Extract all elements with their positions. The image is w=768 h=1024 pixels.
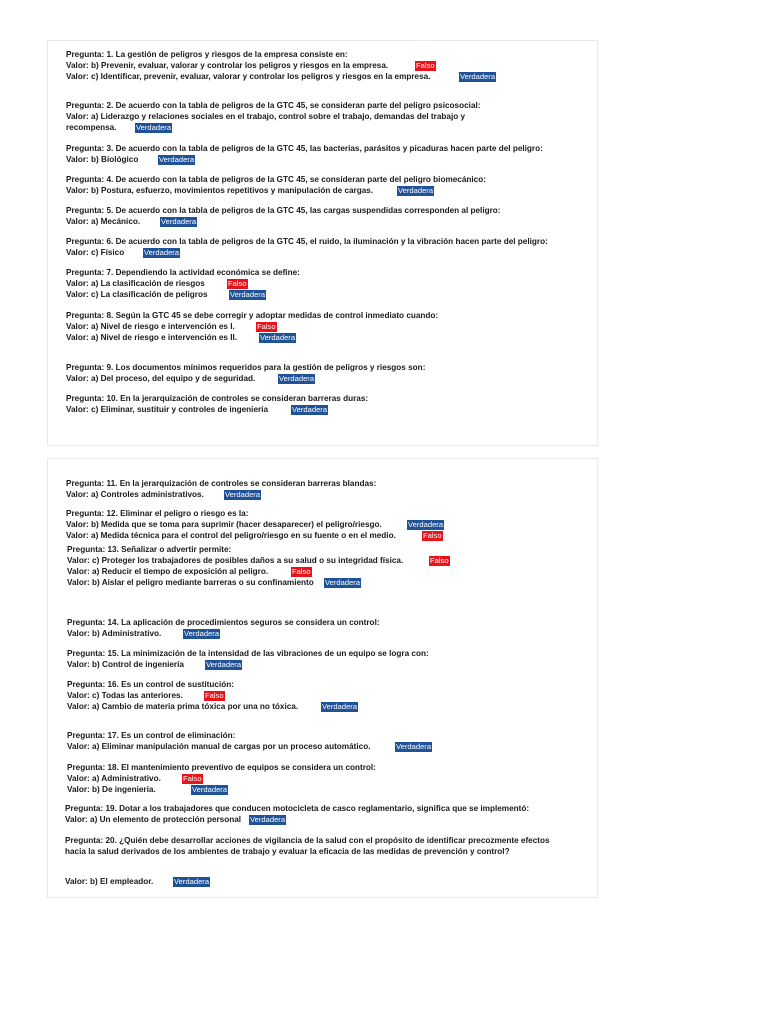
question-text: Pregunta: 15. La minimización de la intensidad de las vibraciones de un equipo se logra con: [67,649,429,658]
verdadera-badge: Verdadera [159,155,195,164]
answer-text: Valor: a) La clasificación de riesgos [66,279,205,288]
answer-text: Valor: b) Control de ingeniería [67,660,184,669]
falso-badge: Falso [423,531,442,540]
question-text: Pregunta: 10. En la jerarquización de controles se consideran barreras duras: [66,394,369,403]
verdadera-badge: Verdadera [174,877,210,886]
falso-badge: Falso [430,556,449,565]
answer-text: Valor: c) Todas las anteriores. [67,691,183,700]
verdadera-badge: Verdadera [398,186,434,195]
answer-text: Valor: a) Un elemento de protección personal [65,815,242,824]
question-text: Pregunta: 9. Los documentos mínimos requeridos para la gestión de peligros y riesgos son: [66,363,426,372]
question-text: Pregunta: 16. Es un control de sustitución: [67,680,234,689]
question-text: Pregunta: 7. Dependiendo la actividad económica se define: [66,268,300,277]
answer-text: Valor: c) Físico [66,248,125,257]
answer-text: Valor: b) Administrativo. [67,629,162,638]
answer-text: Valor: c) Proteger los trabajadores de posibles daños a su salud o su integridad física. [67,556,404,565]
verdadera-badge: Verdadera [325,578,361,587]
answer-text: Valor: c) Eliminar, sustituir y controles de ingeniería [66,405,269,414]
falso-badge: Falso [292,567,311,576]
answer-text: Valor: c) La clasificación de peligros [66,290,208,299]
verdadera-badge: Verdadera [225,490,261,499]
answer-text: Valor: a) Eliminar manipulación manual de cargas por un proceso automático. [67,742,371,751]
question-text: Pregunta: 13. Señalizar o advertir permite: [67,545,232,554]
question-text: Pregunta: 8. Según la GTC 45 se debe corregir y adoptar medidas de control inmediato cuando: [66,311,439,320]
question-text: Pregunta: 3. De acuerdo con la tabla de peligros de la GTC 45, las bacterias, parásitos y picaduras hacen parte del peligro: [66,144,543,153]
verdadera-badge: Verdadera [292,405,328,414]
answer-text: Valor: b) El empleador. [65,877,154,886]
answer-text: Valor: b) Medida que se toma para suprimir (hacer desaparecer) el peligro/riesgo. [66,520,382,529]
verdadera-badge: Verdadera [184,629,220,638]
verdadera-badge: Verdadera [192,785,228,794]
answer-text: Valor: a) Cambio de materia prima tóxica por una no tóxica. [67,702,299,711]
answer-text: Valor: b) Biológico [66,155,139,164]
answer-text: Valor: a) Liderazgo y relaciones sociales en el trabajo, control sobre el trabajo, demandas del trabajo y [66,112,466,121]
verdadera-badge: Verdadera [396,742,432,751]
answer-text: Valor: a) Nivel de riesgo e intervención es I. [66,322,235,331]
question-text: Pregunta: 19. Dotar a los trabajadores que conducen motocicleta de casco reglamentario, significa que se implementó: [65,804,530,813]
answer-text: Valor: b) De ingeniería. [67,785,156,794]
falso-badge: Falso [416,61,435,70]
verdadera-badge: Verdadera [136,123,172,132]
verdadera-badge: Verdadera [206,660,242,669]
falso-badge: Falso [228,279,247,288]
verdadera-badge: Verdadera [260,333,296,342]
answer-text: Valor: a) Reducir el tiempo de exposición al peligro. [67,567,269,576]
question-text: Pregunta: 18. El mantenimiento preventivo de equipos se considera un control: [67,763,376,772]
question-text: Pregunta: 12. Eliminar el peligro o riesgo es la: [66,509,249,518]
answer-text: Valor: b) Postura, esfuerzo, movimientos repetitivos y manipulación de cargas. [66,186,374,195]
answer-text: Valor: b) Aislar el peligro mediante barreras o su confinamiento [67,578,314,587]
question-text: Pregunta: 14. La aplicación de procedimientos seguros se considera un control: [67,618,380,627]
answer-text: Valor: a) Medida técnica para el control del peligro/riesgo en su fuente o en el medio. [66,531,396,540]
answer-text: Valor: b) Prevenir, evaluar, valorar y controlar los peligros y riesgos en la empresa. [66,61,389,70]
question-text: Pregunta: 4. De acuerdo con la tabla de peligros de la GTC 45, se consideran parte del peligro biomecánico: [66,175,486,184]
verdadera-badge: Verdadera [230,290,266,299]
question-text: Pregunta: 6. De acuerdo con la tabla de peligros de la GTC 45, el ruido, la iluminación y la vibración hacen parte del peligro: [66,237,548,246]
answer-text: Valor: a) Controles administrativos. [66,490,204,499]
answer-text: Valor: a) Del proceso, del equipo y de seguridad. [66,374,256,383]
verdadera-badge: Verdadera [279,374,315,383]
verdadera-badge: Verdadera [161,217,197,226]
verdadera-badge: Verdadera [250,815,286,824]
question-text: Pregunta: 1. La gestión de peligros y riesgos de la empresa consiste en: [66,50,348,59]
question-text: Pregunta: 5. De acuerdo con la tabla de peligros de la GTC 45, las cargas suspendidas corresponden al peligro: [66,206,501,215]
answer-text: Valor: a) Administrativo. [67,774,161,783]
question-text: Pregunta: 11. En la jerarquización de controles se consideran barreras blandas: [66,479,377,488]
answer-text: Valor: c) Identificar, prevenir, evaluar, valorar y controlar los peligros y riesgos en la empresa. [66,72,431,81]
answer-text: Valor: a) Nivel de riesgo e intervención es II. [66,333,238,342]
falso-badge: Falso [205,691,224,700]
falso-badge: Falso [257,322,276,331]
answer-text-continued: recompensa. [66,123,117,132]
question-text: Pregunta: 20. ¿Quién debe desarrollar acciones de vigilancia de la salud con el propósito de identificar precozmente efectos [65,836,550,845]
falso-badge: Falso [183,774,202,783]
question-text: Pregunta: 17. Es un control de eliminación: [67,731,236,740]
answer-text: Valor: a) Mecánico. [66,217,141,226]
verdadera-badge: Verdadera [144,248,180,257]
question-text-continued: hacia la salud derivados de los ambientes de trabajo y evaluar la eficacia de las medidas de prevención y control? [65,847,510,856]
verdadera-badge: Verdadera [322,702,358,711]
question-text: Pregunta: 2. De acuerdo con la tabla de peligros de la GTC 45, se consideran parte del peligro psicosocial: [66,101,481,110]
verdadera-badge: Verdadera [460,72,496,81]
verdadera-badge: Verdadera [408,520,444,529]
